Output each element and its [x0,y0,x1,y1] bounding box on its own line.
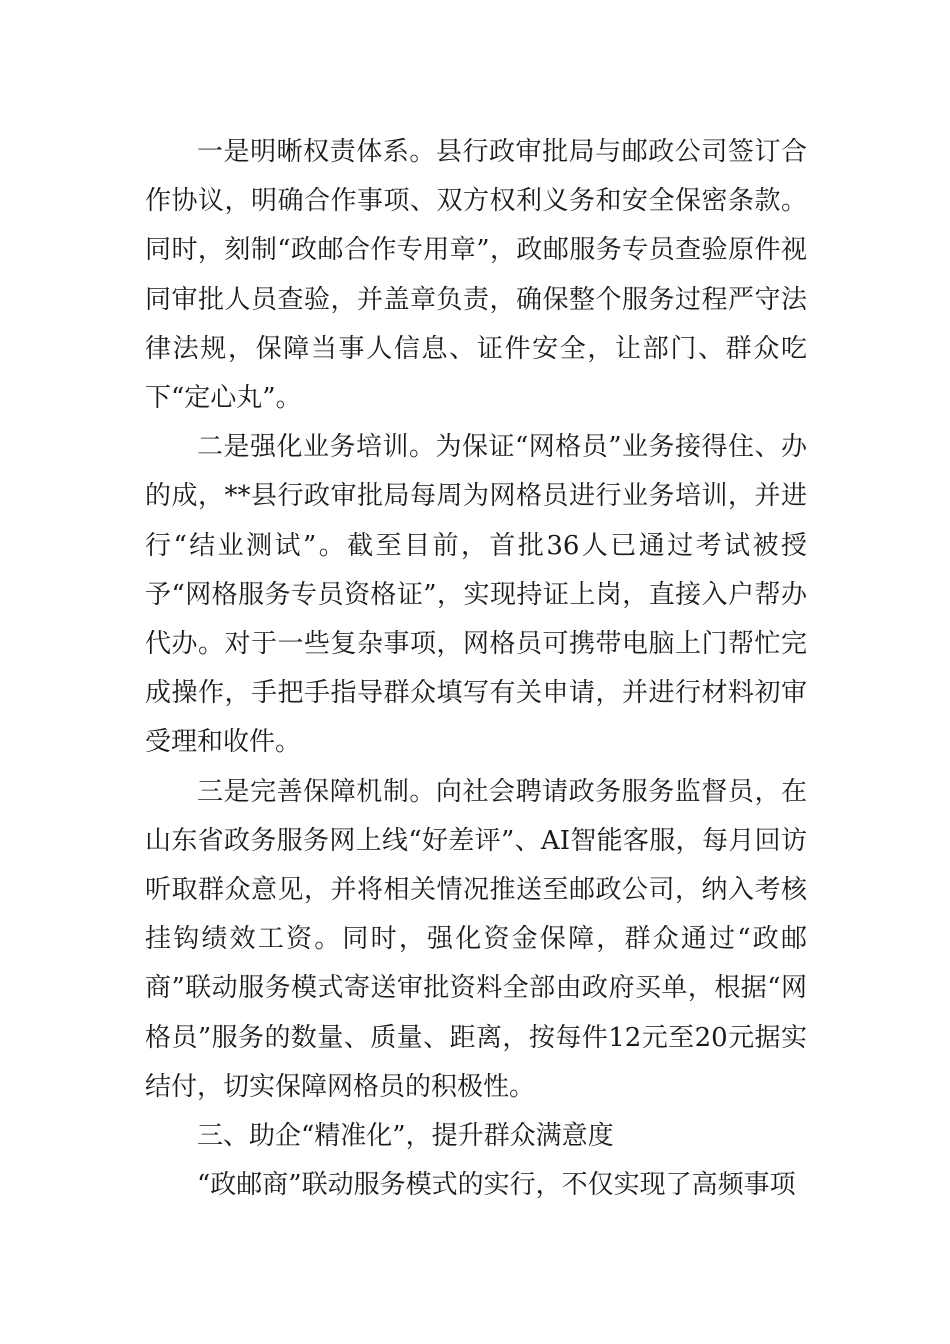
document-body [145,128,807,1210]
paragraph-clarify-responsibilities: 一是明晰权责体系。县行政审批局与邮政公司签订合作协议，明确合作事项、双方权利义务和安全保密条款。同时，刻制“政邮合作专用章”，政邮服务专员查验原件视同审批人员查验，并盖章负责，确保整个服务过程严守法律法规，保障当事人信息、证件安全，让部门、群众吃下“定心丸”。 [145,137,807,414]
paragraph-improve-guarantee: 三是完善保障机制。向社会聘请政务服务监督员，在山东省政务服务网上线“好差评”、AI智能客服，每月回访听取群众意见，并将相关情况推送至邮政公司，纳入考核挂钩绩效工资。同时，强化资金保障，群众通过“政邮商”联动服务模式寄送审批资料全部由政府买单，根据“网格员”服务的数量、质量、距离，按每件12元至20元据实结付，切实保障网格员的积极性。 [145,776,807,1102]
paragraph-strengthen-training: 二是强化业务培训。为保证“网格员”业务接得住、办的成，**县行政审批局每周为网格员进行业务培训，并进行“结业测试”。截至目前，首批36人已通过考试被授予“网格服务专员资格证”，实现持证上岗，直接入户帮办代办。对于一些复杂事项，网格员可携带电脑上门帮忙完成操作，手把手指导群众填写有关申请，并进行材料初审受理和收件。 [145,432,807,758]
paragraph-service-model: “政邮商”联动服务模式的实行，不仅实现了高频事项 [197,1170,796,1201]
section-heading: 三、助企“精准化”，提升群众满意度 [197,1121,614,1152]
